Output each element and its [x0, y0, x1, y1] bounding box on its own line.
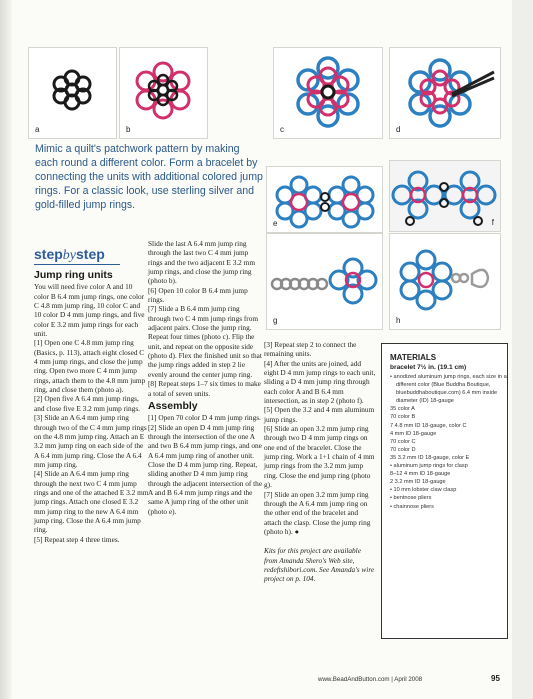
list-item: • anodized aluminum jump rings, each size in a different color (Blue Buddha Boutique, bluebuddhaboutique.com) 6.4 mm inside diameter (ID) 18-gauge [390, 374, 507, 405]
photo-a [28, 47, 117, 139]
next-page-edge [512, 0, 533, 699]
paragraph: Slide the last A 6.4 mm jump ring through the last two C 4 mm jump rings and the two adjacent E 3.2 mm jump rings, and close the jump ring (photo b). [148, 239, 255, 286]
paragraph: [4] After the units are joined, add eight D 4 mm jump rings to each unit, sliding a D 4 mm jump ring through each color A and B 6.4 mm intersection, as in step 2 (photo f). [264, 358, 376, 406]
step-word: step [34, 246, 63, 262]
list-item: 35 color A [390, 406, 415, 413]
column-3 [264, 340, 376, 584]
photo-d-rings [390, 48, 500, 138]
photo-label: h [396, 316, 401, 325]
paragraph: [8] Repeat steps 1–7 six times to make a total of seven units. [148, 379, 261, 398]
photo-a-rings [29, 48, 116, 138]
materials-list [390, 373, 507, 511]
photo-label: f [491, 218, 494, 227]
footer-url: www.BeadAndButton.com | April 2008 [318, 676, 423, 683]
paragraph: [2] Open five A 6.4 mm jump rings, and close five E 3.2 mm jump rings. [34, 394, 140, 413]
photo-h [389, 233, 501, 330]
paragraph: [1] Open 70 color D 4 mm jump rings. [148, 413, 261, 423]
list-item: 70 color B [390, 414, 416, 421]
list-item: • chainnose pliers [390, 503, 434, 510]
paragraph: [3] Slide an A 6.4 mm jump ring through two of the C 4 mm jump rings on the 4.8 mm jump ring. Attach an E 3.2 mm jump ring on each side of the A 6.4 mm jump ring. Close the A 6.4 mm jump ring. [34, 413, 147, 469]
list-item: 70 color C [390, 438, 416, 445]
step-word: step [76, 246, 105, 262]
paragraph: [7] Slide an open 3.2 mm jump ring through the A 6.4 mm jump ring on the other end of the bracelet and attach the clasp. Close the jump ring (photo h). ● [264, 489, 371, 536]
photo-d [389, 47, 501, 139]
materials-box [381, 343, 508, 639]
paragraph: You will need five color A and 10 color B 6.4 mm jump rings, one color C 4.8 mm jump ring, 10 color C and 10 color D 4 mm jump rings, and five color E 3.2 mm jump rings for each unit. [34, 282, 145, 339]
page-spine [0, 0, 12, 699]
list-item: • aluminum jump rings for clasp [390, 463, 468, 470]
column-2 [148, 239, 263, 516]
by-word: by [62, 248, 77, 263]
photo-c [273, 47, 383, 139]
list-item: • bentnose pliers [390, 495, 432, 502]
paragraph: [3] Repeat step 2 to connect the remaining units. [264, 340, 357, 359]
photo-c-rings [274, 48, 382, 138]
list-item: 7 4.8 mm ID 18-gauge, color C [390, 422, 467, 429]
photo-g [266, 233, 383, 330]
list-item: • 10 mm lobster claw clasp [390, 487, 457, 494]
paragraph: [4] Slide an A 6.4 mm jump ring through the next two C 4 mm jump rings and one of the attached E 3.2 mm jump rings. Attach one closed E 3.2 mm jump ring to the new A 6.4 mm jump ring. Close the A 6.4 mm jump ring. [34, 469, 149, 535]
section-heading: Jump ring units [34, 269, 113, 281]
photo-label: a [35, 125, 40, 134]
paragraph: [7] Slide a B 6.4 mm jump ring through two C 4 mm jump rings from adjacent pairs. Close the jump ring. Repeat four times (photo c). Flip the unit, and repeat on the opposite side (photo d). Flex the finished unit so that the jump rings added in step 2 lie evenly around the center jump ring. [148, 304, 262, 379]
photo-h-rings [390, 234, 500, 329]
kits-note: Kits for this project are available from Amanda Shero's Web site, redeftshibori.com. See Amanda's wire project on p. 104. [264, 546, 375, 584]
photo-g-rings [267, 234, 382, 329]
paragraph: [6] Open 10 color B 6.4 mm jump rings. [148, 285, 248, 305]
list-item: 35 3.2 mm ID 18-gauge, color E [390, 454, 470, 461]
photo-label: e [273, 219, 278, 228]
photo-label: d [396, 125, 401, 134]
heading-rule [34, 264, 120, 265]
intro-text: Mimic a quilt's patchwork pattern by making each round a different color. Form a bracelet by connecting the units with additional colored jump rings. For a classic look, use sterling silver and gold-filled jump rings. [35, 143, 263, 211]
photo-e [266, 166, 383, 233]
list-item: 4 mm ID 18-gauge [390, 430, 437, 437]
materials-subtitle: bracelet 7½ in. (19.1 cm) [390, 364, 467, 371]
column-1 [34, 267, 149, 544]
photo-label: c [280, 125, 284, 134]
section-heading: Assembly [148, 399, 198, 412]
photo-b-rings [120, 48, 207, 138]
photo-label: g [273, 316, 278, 325]
photo-e-rings [267, 167, 382, 232]
paragraph: [5] Repeat step 4 three times. [34, 534, 120, 544]
photo-label: b [126, 125, 131, 134]
page-number: 95 [491, 674, 500, 683]
paragraph: [6] Slide an open 3.2 mm jump ring through two D 4 mm jump rings on one end of the bracelet. Close the jump ring. Work a 1+1 chain of 4 mm jump rings from the 3.2 mm jump ring. Close the end jump ring (photo g). [264, 424, 375, 490]
step-by-step-heading [34, 246, 105, 264]
paragraph: [1] Open one C 4.8 mm jump ring (Basics, p. 113), attach eight closed C 4 mm jump rings, and close the jump ring. Open two more C 4 mm jump rings, attach them to the 4.8 mm jump ring, and close them (photo a). [34, 338, 146, 395]
photo-f-rings [390, 161, 500, 231]
list-item: 8–12 4 mm ID 18-gauge [390, 471, 451, 478]
paragraph: [2] Slide an open D 4 mm jump ring through the intersection of the one A and two B 6.4 mm jump rings, and one A 6.4 mm jump ring of another unit. Close the D 4 mm jump ring. Repeat, sliding another D 4 mm jump ring through the adjacent intersection of the A and B 6.4 mm jump rings and the same A jump ring of the other unit (photo e). [148, 422, 263, 516]
materials-title: MATERIALS [390, 353, 437, 362]
photo-f [389, 160, 501, 232]
list-item: 2 3.2 mm ID 18-gauge [390, 479, 446, 486]
list-item: 70 color D [390, 446, 416, 453]
photo-b [119, 47, 208, 139]
paragraph: [5] Open the 3.2 and 4 mm aluminum jump rings. [264, 405, 375, 424]
